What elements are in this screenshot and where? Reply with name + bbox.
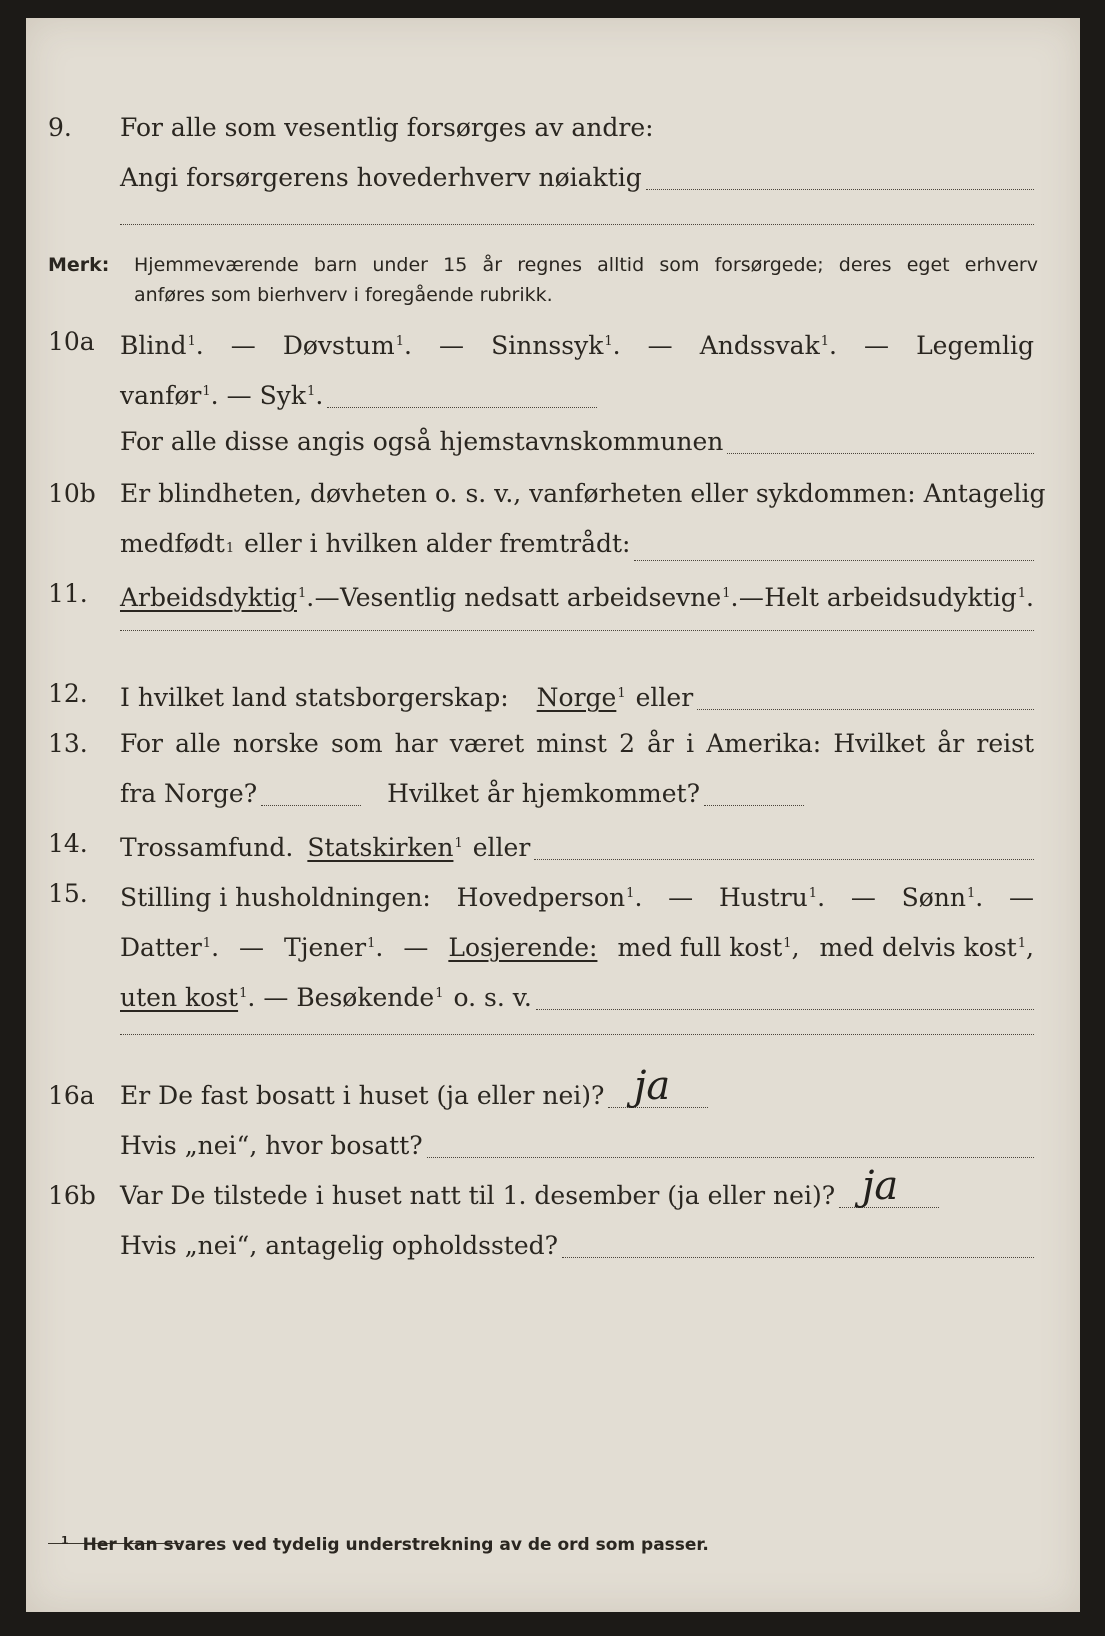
option-syk[interactable]: Syk$^1$.	[259, 381, 324, 410]
option-legemlig[interactable]: Legemlig	[916, 331, 1034, 360]
option-datter[interactable]: Datter$^1$.	[120, 933, 220, 962]
option-hovedperson[interactable]: Hovedperson$^1$.	[456, 883, 643, 912]
question-10a: 10a Blind$^1$. — Døvstum$^1$. — Sinnssyk$^1$. — Andssvak$^1$. — Legemlig	[26, 322, 1080, 362]
option-blind[interactable]: Blind$^1$.	[120, 331, 204, 360]
census-form-page	[26, 18, 1080, 1612]
option-vesentlig-nedsatt[interactable]: Vesentlig nedsatt arbeidsevne$^1$.	[339, 583, 739, 612]
question-10a-line-3: For alle disse angis også hjemstavnskommunen	[26, 422, 1080, 462]
option-losjerende[interactable]: Losjerende:	[448, 933, 598, 962]
question-15-line-2: Datter$^1$. — Tjener$^1$. — Losjerende: med full kost$^1$, med delvis kost$^1$,	[26, 924, 1080, 964]
answer-field-citizenship[interactable]	[697, 685, 1034, 710]
answer-field-main-occupation[interactable]	[646, 165, 1034, 190]
option-dovstum[interactable]: Døvstum$^1$.	[282, 331, 412, 360]
answer-field-year-left[interactable]	[261, 781, 361, 806]
answer-field-10a[interactable]	[327, 383, 597, 408]
answer-field-continuation[interactable]	[120, 224, 1034, 225]
answer-field-household-position[interactable]	[536, 985, 1034, 1010]
option-sonn[interactable]: Sønn$^1$.	[901, 883, 984, 912]
question-10b: 10b Er blindheten, døvheten o. s. v., vanførheten eller sykdommen: Antagelig	[48, 479, 1046, 508]
footnote: $^1$ Her kan svares ved tydelig understrekning av de ord som passer.	[61, 1534, 709, 1555]
question-15-line-3: uten kost$^1$. — Besøkende$^1$ o. s. v.	[26, 974, 1080, 1014]
question-16a-line-2: Hvis „nei“, hvor bosatt?	[26, 1126, 1080, 1166]
question-9	[26, 108, 1080, 148]
option-hustru[interactable]: Hustru$^1$.	[718, 883, 826, 912]
question-12: 12. I hvilket land statsborgerskap: Norge$^1$ eller	[26, 674, 1080, 714]
answer-field-16b-where[interactable]	[562, 1233, 1034, 1258]
question-16a: 16a Er De fast bosatt i huset (ja eller nei)?	[26, 1076, 1080, 1116]
answer-field-15-continuation[interactable]	[120, 1034, 1034, 1035]
question-number: 9.	[48, 113, 72, 142]
option-vanfor[interactable]: vanfør$^1$.	[120, 381, 219, 410]
option-norge[interactable]: Norge$^1$	[536, 683, 626, 712]
merk-note: Merk: Hjemmeværende barn under 15 år regnes alltid som forsørgede; deres eget erhverv anføres som bierhverv i foregående rubrikk.	[48, 254, 1038, 306]
option-tjener[interactable]: Tjener$^1$.	[284, 933, 384, 962]
question-15: 15. Stilling i husholdningen: Hovedperson$^1$. — Hustru$^1$. — Sønn$^1$. —	[26, 874, 1080, 914]
question-10b-line-2: medfødt $_1$ eller i hvilken alder fremtrådt:	[26, 524, 1080, 564]
handwritten-answer-16a: ja	[634, 1063, 671, 1109]
option-andssvak[interactable]: Andssvak$^1$.	[699, 331, 837, 360]
option-besokende[interactable]: Besøkende$^1$	[296, 983, 444, 1012]
answer-field-10b[interactable]	[634, 536, 1034, 561]
option-helt-arbeidsudyktig[interactable]: Helt arbeidsudyktig$^1$.	[764, 583, 1034, 612]
answer-field-year-returned[interactable]	[704, 781, 804, 806]
answer-field-religion[interactable]	[534, 835, 1034, 860]
option-sinnssyk[interactable]: Sinnssyk$^1$.	[491, 331, 621, 360]
question-9-line-2: Angi forsørgerens hovederhverv nøiaktig	[26, 158, 1080, 198]
option-medfodt[interactable]: medfødt	[120, 529, 225, 558]
question-16b-line-2: Hvis „nei“, antagelig opholdssted?	[26, 1226, 1080, 1266]
option-arbeidsdyktig[interactable]: Arbeidsdyktig$^1$.	[120, 583, 315, 612]
question-13-line-2: fra Norge? Hvilket år hjemkommet?	[26, 774, 1080, 814]
option-uten-kost[interactable]: uten kost$^1$.	[120, 983, 256, 1012]
option-statskirken[interactable]: Statskirken$^1$	[307, 833, 463, 862]
answer-field-16a-where[interactable]	[427, 1133, 1034, 1158]
handwritten-answer-16b: ja	[862, 1163, 899, 1209]
answer-field-home-municipality[interactable]	[727, 429, 1034, 454]
answer-field-11[interactable]	[120, 630, 1034, 631]
option-med-delvis-kost[interactable]: med delvis kost$^1$,	[819, 933, 1034, 962]
option-med-full-kost[interactable]: med full kost$^1$,	[617, 933, 800, 962]
question-16b: 16b Var De tilstede i huset natt til 1. desember (ja eller nei)?	[26, 1176, 1080, 1216]
question-10a-line-2: vanfør$^1$. — Syk$^1$.	[26, 372, 1080, 412]
question-14: 14. Trossamfund. Statskirken$^1$ eller	[26, 824, 1080, 864]
question-13: 13. For alle norske som har været minst 2 år i Amerika: Hvilket år reist	[48, 729, 1034, 758]
question-11: 11. Arbeidsdyktig$^1$. — Vesentlig nedsatt arbeidsevne$^1$. — Helt arbeidsudyktig$^1$.	[26, 574, 1080, 614]
question-text: For alle som vesentlig forsørges av andre:	[120, 113, 654, 142]
